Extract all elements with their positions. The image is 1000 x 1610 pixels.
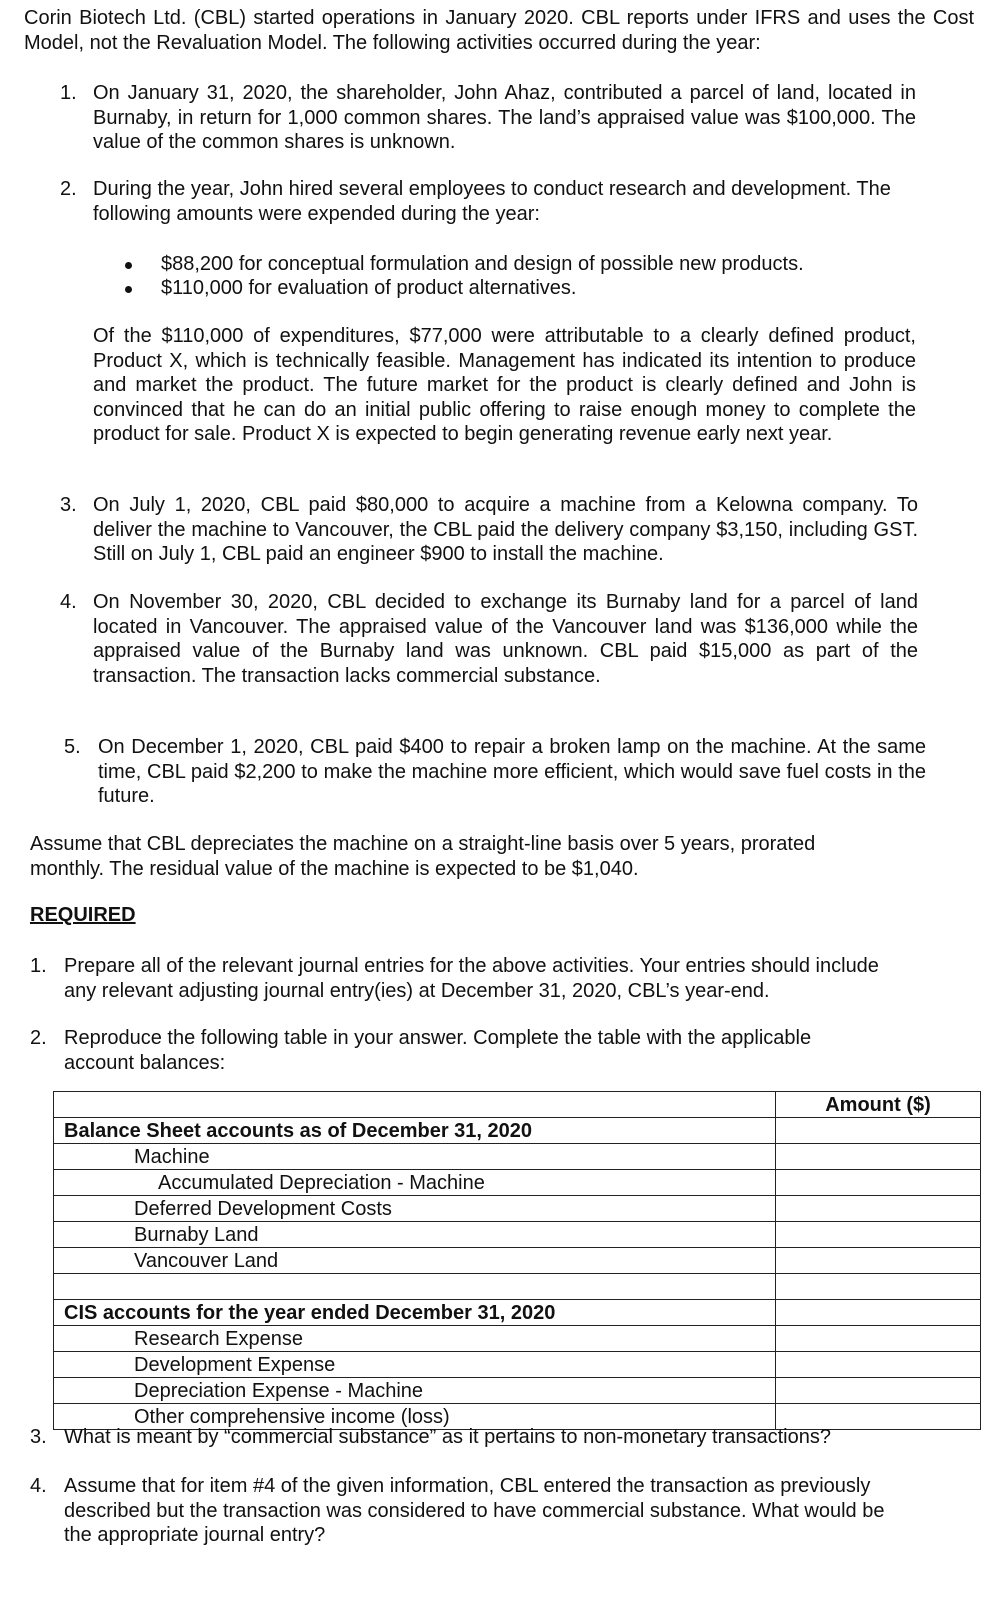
amount-cell[interactable] [776,1352,981,1378]
required-number: 2. [30,1027,47,1049]
bullet-icon [125,286,132,293]
required-number: 1. [30,955,47,977]
amount-cell[interactable] [776,1326,981,1352]
item-number: 1. [60,82,77,104]
item-number: 4. [60,591,77,613]
account-label: Deferred Development Costs [54,1196,776,1222]
table-row [54,1248,981,1274]
amount-cell[interactable] [776,1170,981,1196]
amount-cell[interactable] [776,1196,981,1222]
item-3-text: On July 1, 2020, CBL paid $80,000 to acquire a machine from a Kelowna company. To deliver the machine to Vancouver, the CBL paid the delivery company $3,150, including GST. Still on July 1, CBL paid an engineer $900 to install the machine. [93,494,918,565]
bs-heading: Balance Sheet accounts as of December 31, 2020 [54,1118,776,1144]
item-5-text: On December 1, 2020, CBL paid $400 to repair a broken lamp on the machine. At the same time, CBL paid $2,200 to make the machine more efficient, which would save fuel costs in the future. [98,736,926,807]
table-row [54,1118,981,1144]
table-cell [54,1092,776,1118]
amount-cell[interactable] [776,1118,981,1144]
assumption-paragraph: Assume that CBL depreciates the machine on a straight-line basis over 5 years, prorated monthly. The residual value of the machine is expected to be $1,040. [30,833,816,880]
item-number: 2. [60,178,77,200]
item-number: 5. [64,736,81,758]
intro-paragraph: Corin Biotech Ltd. (CBL) started operations in January 2020. CBL reports under IFRS and uses the Cost Model, not the Revaluation Model. The following activities occurred during the year: [24,7,974,54]
bullet-item: $110,000 for evaluation of product alternatives. [161,277,577,299]
account-label: Other comprehensive income (loss) [54,1404,776,1430]
table-row [54,1326,981,1352]
table-header-row [54,1092,981,1118]
amount-cell[interactable] [776,1144,981,1170]
amount-cell[interactable] [776,1300,981,1326]
amount-cell[interactable] [776,1274,981,1300]
required-heading: REQUIRED [30,904,136,926]
account-label: Accumulated Depreciation - Machine [54,1170,776,1196]
table-cell [54,1274,776,1300]
table-row [54,1144,981,1170]
account-label: Development Expense [54,1352,776,1378]
account-label: Machine [54,1144,776,1170]
item-1-text: On January 31, 2020, the shareholder, John Ahaz, contributed a parcel of land, located in Burnaby, in return for 1,000 common shares. The land’s appraised value was $100,000. The value of the common shares is unknown. [93,82,916,153]
required-1-text: Prepare all of the relevant journal entries for the above activities. Your entries should include any relevant adjusting journal entry(ies) at December 31, 2020, CBL’s year-end. [64,955,879,1002]
item-4-text: On November 30, 2020, CBL decided to exchange its Burnaby land for a parcel of land located in Vancouver. The appraised value of the Vancouver land was $136,000 while the appraised value of the Burnaby land was unknown. CBL paid $15,000 as part of the transaction. The transaction lacks commercial substance. [93,591,918,687]
table-spacer-row [54,1274,981,1300]
item-number: 3. [60,494,77,516]
table-row [54,1300,981,1326]
table-row [54,1378,981,1404]
required-2-text: Reproduce the following table in your answer. Complete the table with the applicable account balances: [64,1027,812,1074]
item-2-followup: Of the $110,000 of expenditures, $77,000 were attributable to a clearly defined product, Product X, which is technically feasible. Management has indicated its intention to produce and market the product. The future market for the product is clearly defined and John is convinced that he can do an initial public offering to raise enough money to complete the product for sale. Product X is expected to begin generating revenue early next year. [93,325,916,445]
required-3-text: What is meant by “commercial substance” as it pertains to non-monetary transactions? [64,1426,831,1448]
cis-heading: CIS accounts for the year ended December 31, 2020 [54,1300,776,1326]
account-label: Research Expense [54,1326,776,1352]
amount-cell[interactable] [776,1378,981,1404]
account-label: Vancouver Land [54,1248,776,1274]
required-number: 3. [30,1426,47,1448]
item-2-text: During the year, John hired several employees to conduct research and development. The following amounts were expended during the year: [93,178,891,225]
table-row [54,1196,981,1222]
bullet-icon [125,262,132,269]
amount-header: Amount ($) [776,1092,981,1118]
account-label: Burnaby Land [54,1222,776,1248]
table-row [54,1170,981,1196]
table-row [54,1222,981,1248]
table-row [54,1352,981,1378]
required-number: 4. [30,1475,47,1497]
bullet-item: $88,200 for conceptual formulation and design of possible new products. [161,253,804,275]
amount-cell[interactable] [776,1248,981,1274]
required-4-text: Assume that for item #4 of the given information, CBL entered the transaction as previously described but the transaction was considered to have commercial substance. What would be the appropriate journal entry? [64,1475,885,1546]
account-label: Depreciation Expense - Machine [54,1378,776,1404]
account-balances-table [53,1091,981,1430]
amount-cell[interactable] [776,1222,981,1248]
